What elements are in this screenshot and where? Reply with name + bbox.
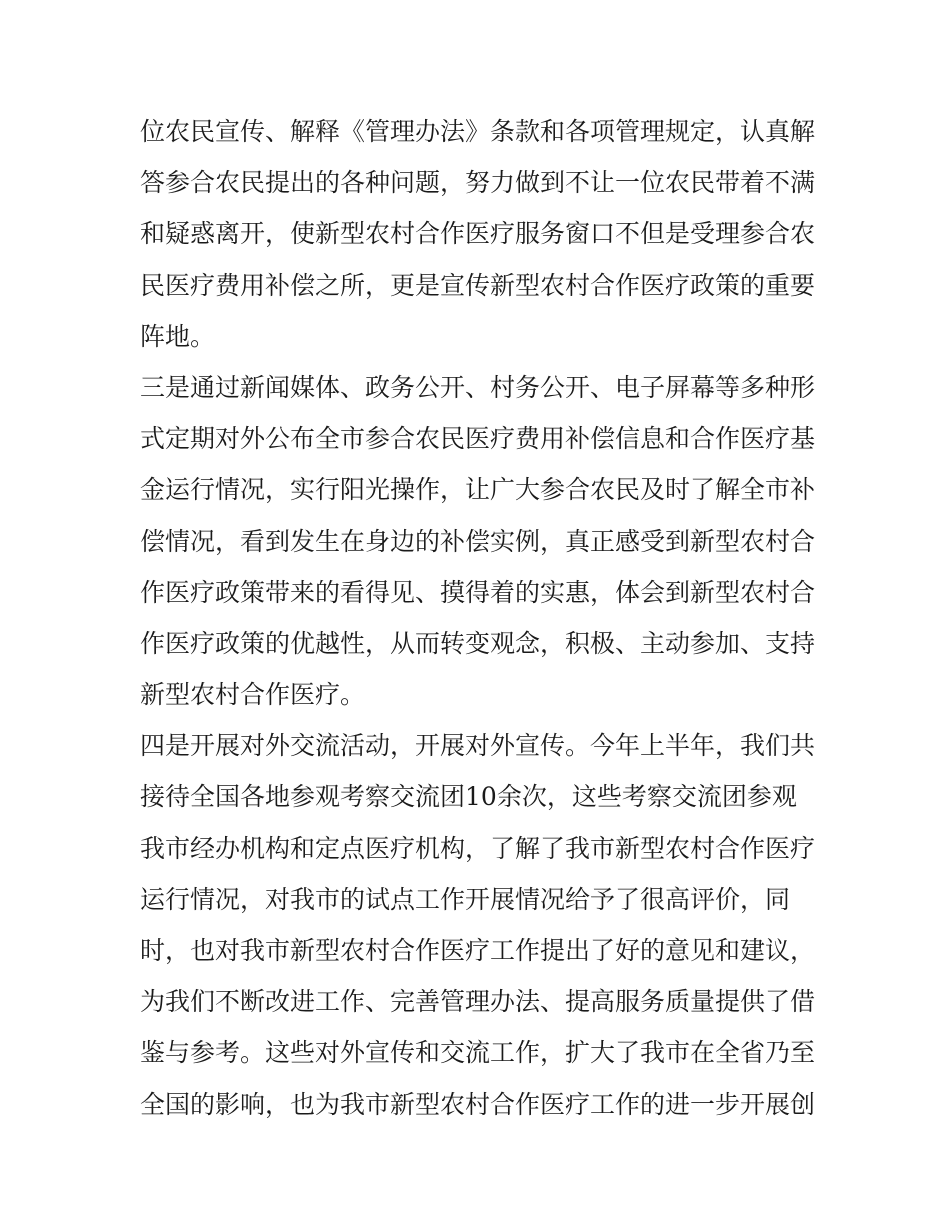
text-line: 三是通过新闻媒体、政务公开、村务公开、电子屏幕等多种形	[140, 372, 816, 402]
text-line: 和疑惑离开，使新型农村合作医疗服务窗口不但是受理参合农	[140, 219, 816, 249]
text-line: 新型农村合作医疗。	[140, 680, 366, 710]
text-line: 作医疗政策带来的看得见、摸得着的实惠，体会到新型农村合	[140, 577, 816, 607]
document-body	[140, 106, 820, 1130]
text-line: 我市经办机构和定点医疗机构，了解了我市新型农村合作医疗	[140, 833, 816, 863]
text-line: 时，也对我市新型农村合作医疗工作提出了好的意见和建议，	[140, 936, 816, 965]
text-line: 位农民宣传、解释《管理办法》条款和各项管理规定，认真解	[140, 117, 816, 146]
text-line: 鉴与参考。这些对外宣传和交流工作，扩大了我市在全省乃至	[140, 1038, 816, 1068]
text-line: 阵地。	[140, 321, 216, 351]
text-line: 为我们不断改进工作、完善管理办法、提高服务质量提供了借	[140, 987, 816, 1017]
text-line: 金运行情况，实行阳光操作，让广大参合农民及时了解全市补	[140, 475, 816, 505]
text-line: 民医疗费用补偿之所，更是宣传新型农村合作医疗政策的重要	[140, 270, 816, 300]
text-line: 作医疗政策的优越性，从而转变观念，积极、主动参加、支持	[140, 628, 816, 658]
text-line: 接待全国各地参观考察交流团10余次，这些考察交流团参观	[140, 782, 797, 812]
text-line: 四是开展对外交流活动，开展对外宣传。今年上半年，我们共	[140, 731, 816, 761]
text-line: 式定期对外公布全市参合农民医疗费用补偿信息和合作医疗基	[140, 424, 816, 454]
text-line: 答参合农民提出的各种问题，努力做到不让一位农民带着不满	[140, 168, 816, 198]
text-line: 偿情况，看到发生在身边的补偿实例，真正感受到新型农村合	[140, 526, 816, 556]
text-line: 全国的影响，也为我市新型农村合作医疗工作的进一步开展创	[140, 1089, 816, 1119]
text-line: 运行情况，对我市的试点工作开展情况给予了很高评价，同	[140, 884, 791, 914]
